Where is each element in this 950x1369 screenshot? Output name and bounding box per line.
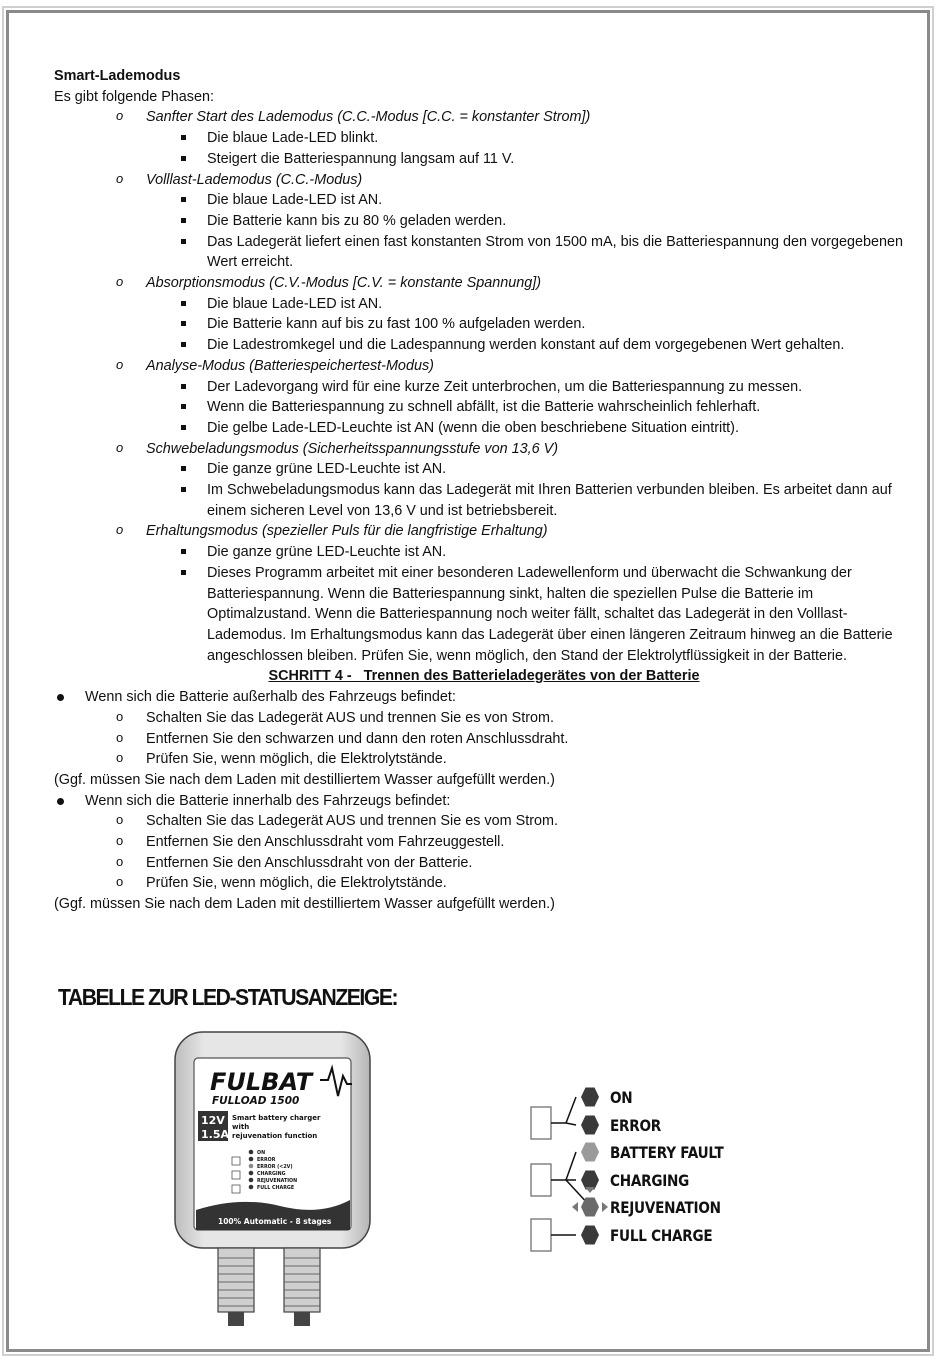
mini-label: ERROR (<2V) bbox=[257, 1165, 293, 1170]
phase-point: Die blaue Lade-LED ist AN. bbox=[54, 190, 914, 211]
phase-point: Dieses Programm arbeitet mit einer besonderen Ladewellenform und überwacht die Schwankung der Batteriespannung. Wenn die Batteriespannung sinkt, halten die speziellen Pulse die Batterie im Optimalzustand. Wenn die Batteriespannung noch weiter fällt, schaltet das Ladegerät in den Volllast-Lademodus. Im Erhaltungsmodus kann das Ladegerät über einen längeren Zeitraum hinweg an die Batterie angeschlossen bleiben. Prüfen Sie, wenn möglich, den Stand der Elektrolytflüssigkeit in der Batterie. bbox=[54, 563, 914, 667]
cable-right bbox=[284, 1248, 320, 1326]
phase-title: o Schwebeladungsmodus (Sicherheitsspannungsstufe von 13,6 V) bbox=[54, 439, 914, 460]
phase-title: o Sanfter Start des Lademodus (C.C.-Modus [C.C. = konstanter Strom]) bbox=[54, 107, 914, 128]
mini-label: FULL CHARGE bbox=[257, 1186, 295, 1191]
led-legend bbox=[526, 1080, 756, 1260]
led-window-1 bbox=[531, 1107, 551, 1139]
phase-point: Die blaue Lade-LED blinkt. bbox=[54, 128, 914, 149]
led-label-rejuvenation: REJUVENATION bbox=[610, 1198, 721, 1217]
phase-point: Die Ladestromkegel und die Ladespannung werden konstant auf dem vorgegebenen Wert gehalten. bbox=[54, 335, 914, 356]
led-table-title: TABELLE ZUR LED-STATUSANZEIGE: bbox=[58, 984, 398, 1010]
inside-lead: Wenn sich die Batterie innerhalb des Fahrzeugs befindet: bbox=[54, 791, 914, 812]
device-footer: 100% Automatic - 8 stages bbox=[218, 1217, 332, 1226]
outside-lead: Wenn sich die Batterie außerhalb des Fahrzeugs befindet: bbox=[54, 687, 914, 708]
inside-step: o Entfernen Sie den Anschlussdraht von der Batterie. bbox=[54, 853, 914, 874]
outside-step: o Prüfen Sie, wenn möglich, die Elektrolytstände. bbox=[54, 749, 914, 770]
led-on-icon bbox=[581, 1088, 599, 1107]
device-desc: Smart battery charger bbox=[232, 1114, 321, 1122]
phase-point: Die ganze grüne LED-Leuchte ist AN. bbox=[54, 459, 914, 480]
device-brand: FULBAT bbox=[210, 1068, 313, 1096]
phase-point: Die ganze grüne LED-Leuchte ist AN. bbox=[54, 542, 914, 563]
led-window-3 bbox=[531, 1219, 551, 1251]
phase-point: Die blaue Lade-LED ist AN. bbox=[54, 294, 914, 315]
section-title: Smart-Lademodus bbox=[54, 68, 181, 84]
phase-point: Die gelbe Lade-LED-Leuchte ist AN (wenn die oben beschriebene Situation eintritt). bbox=[54, 418, 914, 439]
outside-step: o Schalten Sie das Ladegerät AUS und trennen Sie es von Strom. bbox=[54, 708, 914, 729]
device-desc: rejuvenation function bbox=[232, 1132, 318, 1140]
led-label-battery-fault: BATTERY FAULT bbox=[610, 1143, 724, 1162]
device-amp: 1.5A bbox=[201, 1128, 229, 1141]
inside-step: o Schalten Sie das Ladegerät AUS und trennen Sie es vom Strom. bbox=[54, 811, 914, 832]
phase-point: Steigert die Batteriespannung langsam auf 11 V. bbox=[54, 149, 914, 170]
rejuvenation-arrow-right-icon bbox=[602, 1202, 608, 1212]
led-battery-fault-icon bbox=[581, 1143, 599, 1162]
led-label-full-charge: FULL CHARGE bbox=[610, 1226, 713, 1245]
outside-note: (Ggf. müssen Sie nach dem Laden mit destilliertem Wasser aufgefüllt werden.) bbox=[54, 771, 555, 788]
cable-left bbox=[218, 1248, 254, 1326]
device-model: FULLOAD 1500 bbox=[212, 1095, 300, 1107]
device-volt: 12V bbox=[201, 1114, 225, 1127]
led-charging-icon bbox=[581, 1171, 599, 1190]
charger-illustration bbox=[170, 1028, 375, 1328]
led-label-error: ERROR bbox=[610, 1116, 661, 1135]
mini-label: ERROR bbox=[257, 1158, 276, 1163]
led-error-icon bbox=[581, 1116, 599, 1135]
phase-point: Im Schwebeladungsmodus kann das Ladegerät mit Ihren Batterien verbunden bleiben. Es arbeitet dann auf einem sicheren Level von 13,6 V und ist betriebsbereit. bbox=[54, 480, 914, 521]
inside-note: (Ggf. müssen Sie nach dem Laden mit destilliertem Wasser aufgefüllt werden.) bbox=[54, 896, 555, 913]
rejuvenation-arrow-up-icon bbox=[585, 1187, 595, 1193]
rejuvenation-arrow-left-icon bbox=[572, 1202, 578, 1212]
led-label-charging: CHARGING bbox=[610, 1171, 690, 1190]
phase-point: Wenn die Batteriespannung zu schnell abfällt, ist die Batterie wahrscheinlich fehlerhaft. bbox=[54, 397, 914, 418]
mini-label: ON bbox=[257, 1151, 266, 1156]
phase-title: o Analyse-Modus (Batteriespeichertest-Modus) bbox=[54, 356, 914, 377]
phase-title: o Volllast-Lademodus (C.C.-Modus) bbox=[54, 170, 914, 191]
phase-point: Der Ladevorgang wird für eine kurze Zeit unterbrochen, um die Batteriespannung zu messen. bbox=[54, 377, 914, 398]
led-window-2 bbox=[531, 1164, 551, 1196]
inside-step: o Prüfen Sie, wenn möglich, die Elektrolytstände. bbox=[54, 873, 914, 894]
phase-title: o Absorptionsmodus (C.V.-Modus [C.V. = konstante Spannung]) bbox=[54, 273, 914, 294]
connector-lines bbox=[551, 1097, 590, 1235]
mini-label: REJUVENATION bbox=[257, 1179, 298, 1184]
inside-step: o Entfernen Sie den Anschlussdraht vom Fahrzeuggestell. bbox=[54, 832, 914, 853]
phase-point: Das Ladegerät liefert einen fast konstanten Strom von 1500 mA, bis die Batteriespannung den vorgegebenen Wert erreicht. bbox=[54, 232, 914, 273]
led-full-charge-icon bbox=[581, 1226, 599, 1245]
led-rejuvenation-icon bbox=[581, 1198, 599, 1217]
phase-title: o Erhaltungsmodus (spezieller Puls für die langfristige Erhaltung) bbox=[54, 521, 914, 542]
phase-point: Die Batterie kann auf bis zu fast 100 % aufgeladen werden. bbox=[54, 314, 914, 335]
outside-step: o Entfernen Sie den schwarzen und dann den roten Anschlussdraht. bbox=[54, 729, 914, 750]
phase-point: Die Batterie kann bis zu 80 % geladen werden. bbox=[54, 211, 914, 232]
intro-text: Es gibt folgende Phasen: bbox=[54, 88, 215, 105]
document-body bbox=[54, 66, 914, 915]
led-label-on: ON bbox=[610, 1088, 633, 1107]
device-desc: with bbox=[232, 1123, 250, 1131]
mini-label: CHARGING bbox=[257, 1172, 286, 1177]
step4-title: SCHRITT 4 -_ Trennen des Batterieladegerätes von der Batterie bbox=[268, 668, 700, 685]
